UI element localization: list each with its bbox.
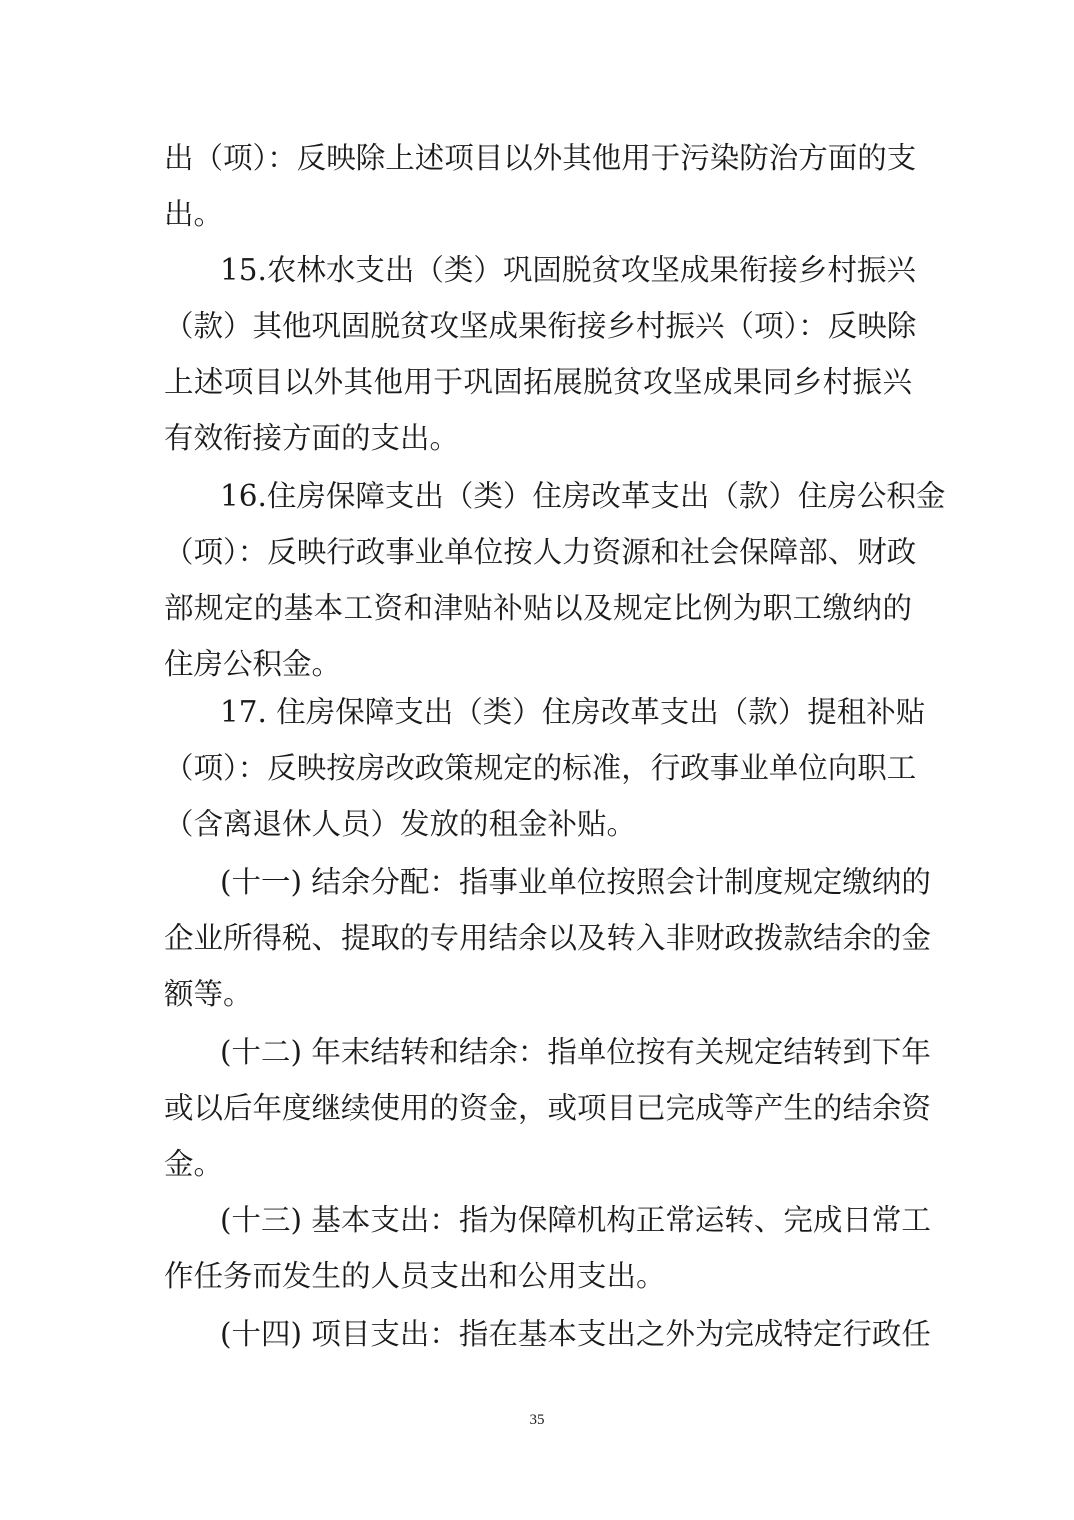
text-line: （含离退休人员）发放的租金补贴。 xyxy=(164,807,637,841)
text-line: 出。 xyxy=(164,197,224,231)
text-line: （项）：反映行政事业单位按人力资源和社会保障部、财政 xyxy=(164,535,917,569)
text-line: 住房公积金。 xyxy=(164,647,342,681)
text-line: 上述项目以外其他用于巩固拓展脱贫攻坚成果同乡村振兴 xyxy=(164,365,912,399)
text-line: 部规定的基本工资和津贴补贴以及规定比例为职工缴纳的 xyxy=(164,591,912,625)
text-line: 作任务而发生的人员支出和公用支出。 xyxy=(164,1259,666,1293)
text-line: 有效衔接方面的支出。 xyxy=(164,421,460,455)
section-11-heading-line: (十一) 结余分配：指事业单位按照会计制度规定缴纳的 xyxy=(220,865,931,899)
text-line: 或以后年度继续使用的资金，或项目已完成等产生的结余资 xyxy=(164,1091,932,1125)
text-line: 出（项）：反映除上述项目以外其他用于污染防治方面的支 xyxy=(164,141,917,175)
text-line: （项）：反映按房改政策规定的标准，行政事业单位向职工 xyxy=(164,751,917,785)
item-17-heading-line: 17. 住房保障支出（类）住房改革支出（款）提租补贴 xyxy=(220,695,926,729)
text-line: （款）其他巩固脱贫攻坚成果衔接乡村振兴（项）：反映除 xyxy=(164,309,917,343)
text-line: 企业所得税、提取的专用结余以及转入非财政拨款结余的金 xyxy=(164,921,932,955)
item-16-heading-line: 16.住房保障支出（类）住房改革支出（款）住房公积金 xyxy=(220,479,946,513)
section-14-heading-line: (十四) 项目支出：指在基本支出之外为完成特定行政任 xyxy=(220,1317,931,1351)
page-number: 35 xyxy=(529,1412,545,1428)
section-13-heading-line: (十三) 基本支出：指为保障机构正常运转、完成日常工 xyxy=(220,1203,931,1237)
text-line: 额等。 xyxy=(164,977,253,1011)
text-line: 金。 xyxy=(164,1147,224,1181)
item-15-heading-line: 15.农林水支出（类）巩固脱贫攻坚成果衔接乡村振兴 xyxy=(220,253,916,287)
section-12-heading-line: (十二) 年末结转和结余：指单位按有关规定结转到下年 xyxy=(220,1035,931,1069)
